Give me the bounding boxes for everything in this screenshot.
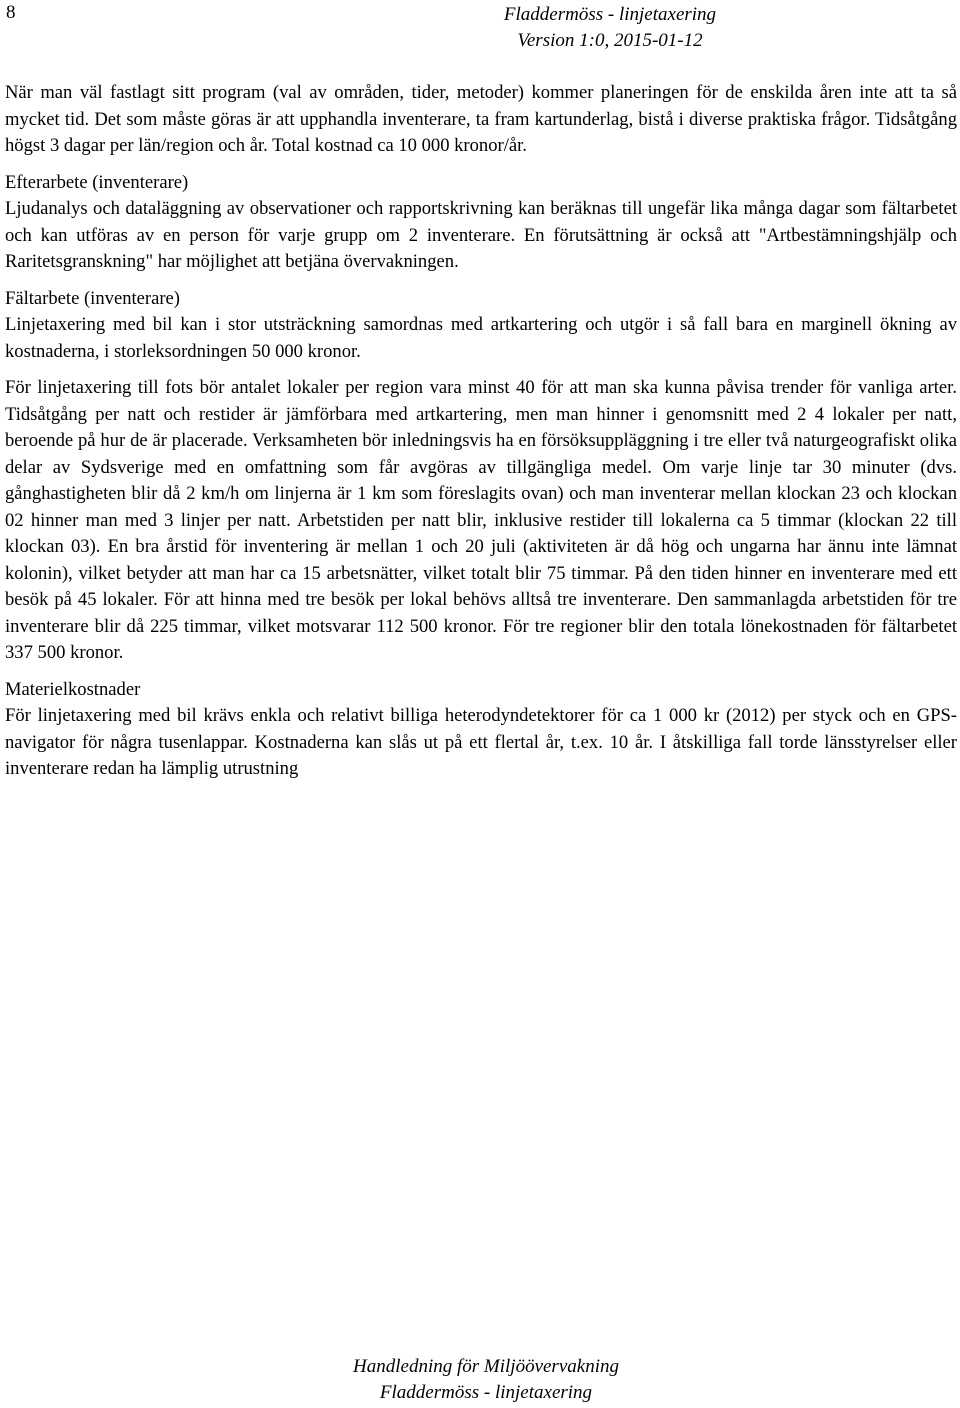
faltarbete-text: Linjetaxering med bil kan i stor utsträckning samordnas med artkartering och utgör i så fall bara en marginell ökning av kostnaderna, i storleksordningen 50 000 kronor.	[5, 314, 957, 362]
material-text: För linjetaxering med bil krävs enkla och relativt billiga heterodyndetektorer för ca 1 000 kr (2012) per styck och en GPS-navigator för några tusenlappar. Kostnaderna kan slås ut på ett flertal år, t.ex. 10 år. I åtskilliga fall torde länsstyrelser eller inventerare redan ha lämplig utrustning	[5, 705, 957, 779]
page-number: 8	[6, 2, 16, 23]
faltarbete-section	[5, 286, 957, 366]
header-title: Fladdermöss - linjetaxering	[503, 4, 717, 25]
fots-paragraph: För linjetaxering till fots bör antalet lokaler per region vara minst 40 för att man ska kunna påvisa trender för vanliga arter. Tidsåtgång per natt och restider är jämförbara med artkartering, men man hinner i genomsnitt med 2 4 lokaler per natt, beroende på hur de är placerade. Verksamheten bör inledningsvis ha en försöksuppläggning i tre eller två naturgeografiskt olika delar av Sydsverige med en omfattning som får avgöras av tillgängliga medel. Om varje linje tar 30 minuter (dvs. gånghastigheten blir då 2 km/h om linjerna är 1 km som föreslagits ovan) och man inventerar mellan klockan 23 och klockan 02 hinner man med 3 linjer per natt. Arbetstiden per natt blir, inklusive restider till lokalerna ca 5 timmar (klockan 22 till klockan 03). En bra årstid för inventering är mellan 1 och 20 juli (aktiviteten är då hög och ungarna har ännu inte lämnat kolonin), vilket betyder att man har ca 15 arbetsnätter, vilket totalt blir 75 timmar. På den tiden hinner en inventerare med ett besök på 45 lokaler. För att hinna med tre besök per lokal behövs alltså tre inventerare. Den sammanlagda arbetstiden för tre inventerare blir då 225 timmar, vilket motsvarar 112 500 kronor. För tre regioner blir den totala lönekostnaden för fältarbetet 337 500 kronor.	[5, 377, 957, 663]
intro-paragraph: När man väl fastlagt sitt program (val av områden, tider, metoder) kommer planeringen för de enskilda åren inte att ta så mycket tid. Det som måste göras är att upphandla inventerare, ta fram kartunderlag, bistå i diverse praktiska frågor. Tidsåtgång högst 3 dagar per län/region och år. Total kostnad ca 10 000 kronor/år.	[5, 82, 957, 156]
efterarbete-text: Ljudanalys och dataläggning av observationer och rapportskrivning kan beräknas till ungefär lika många dagar som fältarbetet och kan utföras av en person för varje grupp om 2 inventerare. En förutsättning är också att "Artbestämningshjälp och Raritetsgranskning" har möjlighet att betjäna övervakningen.	[5, 198, 957, 272]
faltarbete-heading: Fältarbete (inventerare)	[5, 287, 180, 309]
header-version: Version 1:0, 2015-01-12	[517, 30, 703, 51]
material-heading: Materielkostnader	[5, 678, 141, 700]
page-footer	[300, 1354, 672, 1406]
footer-line-2: Fladdermöss - linjetaxering	[379, 1382, 593, 1403]
efterarbete-section	[5, 170, 957, 276]
document-body	[5, 80, 957, 793]
material-section	[5, 677, 957, 783]
page-header	[430, 2, 790, 54]
efterarbete-heading: Efterarbete (inventerare)	[5, 171, 189, 193]
footer-line-1: Handledning för Miljöövervakning	[353, 1356, 619, 1377]
